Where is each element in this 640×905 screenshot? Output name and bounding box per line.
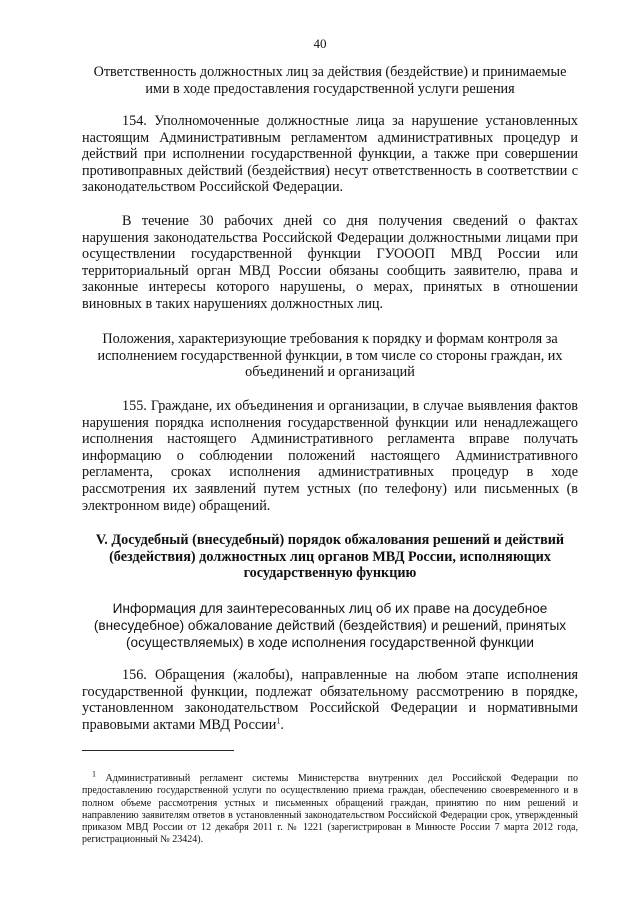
footnote — [82, 769, 579, 847]
paragraph-156 — [82, 667, 578, 733]
page-number: 40 — [313, 36, 327, 51]
paragraph-156-end: . — [280, 716, 284, 733]
footnote-separator — [82, 750, 234, 751]
section-5-title: V. Досудебный (внесудебный) порядок обжалования решений и действий (бездействия) должностных лиц органов МВД России, исполняющих государственную функцию — [95, 532, 565, 582]
footnote-text: Административный регламент системы Министерства внутренних дел Российской Федерации по предоставлению государственной услуги по осуществлению приема граждан, обеспечению своевременного и в полном объеме рассмотрения устных и письменных обращений граждан, принятию по ним решений и направлению заявителям ответов в установленный законодательством Российской Федерации срок, утвержденный приказом МВД России от 12 декабря 2011 г. № 1221 (зарегистрирован в Минюсте России 7 марта 2012 года, регистрационный № 23424). — [82, 773, 579, 846]
paragraph-154: 154. Уполномоченные должностные лица за нарушение установленных настоящим Административным регламентом административных процедур и действий при исполнении государственной функции, а также при совершении противоправных действий (бездействия) несут ответственность в соответствии с законодательством Российской Федерации. — [82, 113, 578, 196]
paragraph-155: 155. Граждане, их объединения и организации, в случае выявления фактов нарушения порядка исполнения государственной функции или ненадлежащего исполнения настоящего Административного регламента вправе получать информацию о соблюдении положений настоящего Административного регламента, сроках исполнения административных процедур в ходе рассмотрения их заявлений путем устных (по телефону) или письменных (в электронном виде) обращений. — [82, 398, 578, 514]
heading-responsibility: Ответственность должностных лиц за действия (бездействие) и принимаемые ими в ходе предоставления государственной услуги решения — [93, 64, 567, 97]
heading-control-provisions: Положения, характеризующие требования к порядку и формам контроля за исполнением государственной функции, в том числе со стороны граждан, их объединений и организаций — [97, 331, 563, 381]
footnote-mark: 1 — [92, 769, 96, 779]
heading-appeal-information: Информация для заинтересованных лиц об их праве на досудебное (внесудебное) обжалование действий (бездействия) и решений, принятых (осуществляемых) в ходе исполнения государственной функции — [93, 601, 567, 650]
paragraph-154-continued: В течение 30 рабочих дней со дня получения сведений о фактах нарушения законодательства Российской Федерации должностными лицами при осуществлении государственной функции ГУОООП МВД России или территориальный орган МВД России обязаны сообщить заявителю, права и законные интересы которого нарушены, о мерах, принятых в отношении виновных в таких нарушениях должностных лиц. — [82, 213, 578, 312]
footnote-reference: 1 — [276, 716, 281, 726]
paragraph-156-text: 156. Обращения (жалобы), направленные на любом этапе исполнения государственной функции, подлежат обязательному рассмотрению в порядке, установленном законодательством Российской Федерации и нормативными правовыми актами МВД России — [82, 667, 578, 733]
